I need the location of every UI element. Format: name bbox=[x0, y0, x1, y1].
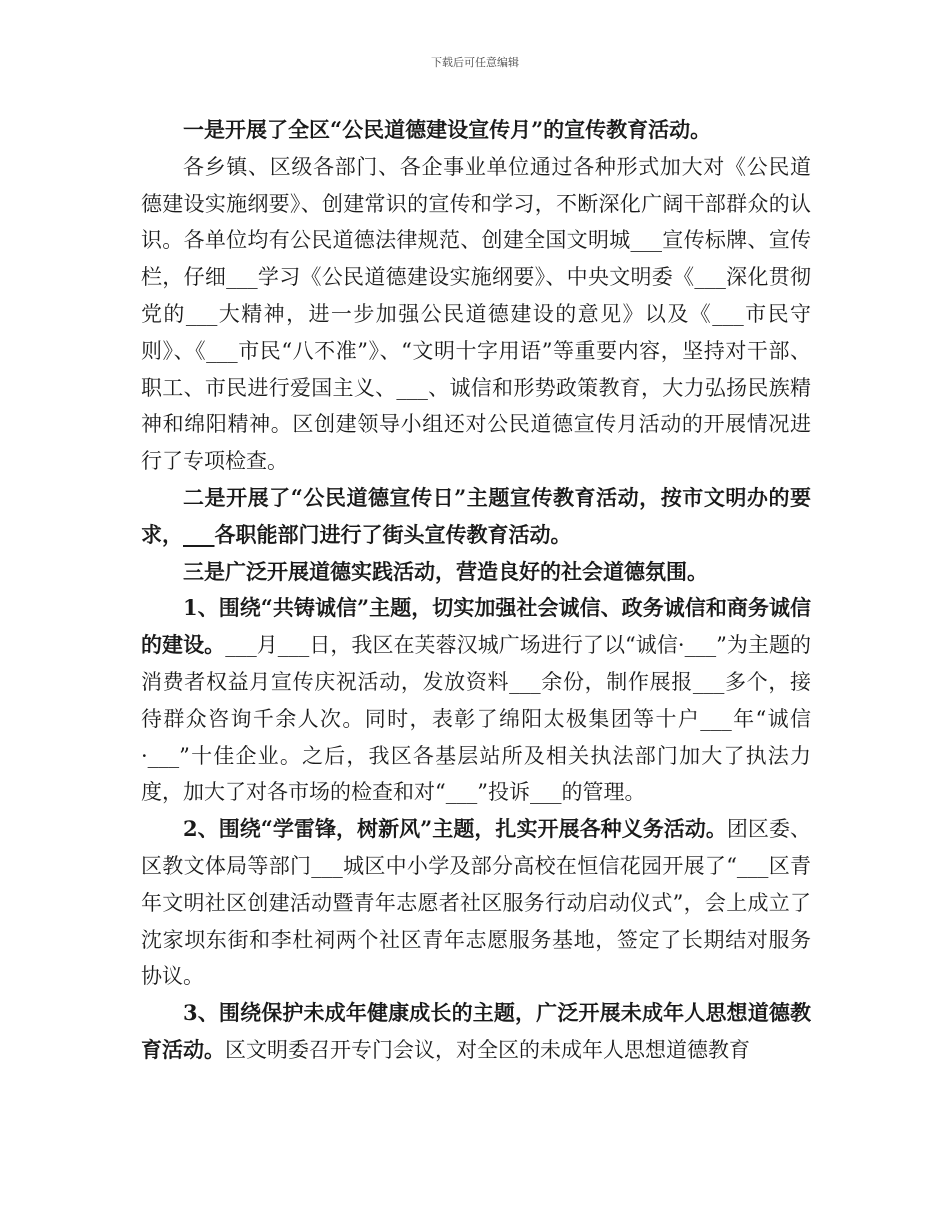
paragraph-5-heading: 1、围绕“共铸诚信”主题，切实加强社会诚信、政务诚信和商务诚信的建设。 bbox=[141, 595, 811, 658]
paragraph-6 bbox=[141, 811, 811, 995]
paragraph-7-heading: 3、围绕保护未成年健康成长的主题，广泛开展未成年人思想道德教育活动。 bbox=[141, 1000, 811, 1062]
document-body bbox=[141, 112, 811, 1069]
paragraph-2-text: 各乡镇、区级各部门、各企事业单位通过各种形式加大对《公民道德建设实施纲要》、创建常识的宣传和学习，不断深化广阔干部群众的认识。各单位均有公民道德法律规范、创建全国文明城___宣传标牌、宣传栏，仔细___学习《公民道德建设实施纲要》、中央文明委《___深化贯彻党的___大精神，进一步加强公民道德建设的意见》以及《___市民守则》、《___市民“八不准”》、“文明十字用语”等重要内容，坚持对干部、职工、市民进行爱国主义、___、诚信和形势政策教育，大力弘扬民族精神和绵阳精神。区创建领导小组还对公民道德宣传月活动的开展情况进行了专项检查。 bbox=[141, 154, 811, 474]
paragraph-3-heading: 二是开展了“公民道德宣传日”主题宣传教育活动，按市文明办的要求，___各职能部门进行了街头宣传教育活动。 bbox=[141, 484, 811, 547]
paragraph-3 bbox=[141, 480, 811, 554]
paragraph-5-text: ___月___日，我区在芙蓉汉城广场进行了以“诚信·___”为主题的消费者权益月宣传庆祝活动，发放资料___余份，制作展报___多个，接待群众咨询千余人次。同时，表彰了绵阳太极集团等十户___年“诚信·___”十佳企业。之后，我区各基层站所及相关执法部门加大了执法力度，加大了对各市场的检查和对“___”投诉___的管理。 bbox=[141, 633, 811, 805]
paragraph-7 bbox=[141, 995, 811, 1069]
paragraph-7-text: 区文明委召开专门会议，对全区的未成年人思想道德教育 bbox=[225, 1037, 750, 1062]
paragraph-4 bbox=[141, 554, 811, 591]
paragraph-4-heading: 三是广泛开展道德实践活动，营造良好的社会道德氛围。 bbox=[183, 558, 708, 584]
page-header: 下载后可任意编辑 bbox=[431, 56, 519, 69]
paragraph-5 bbox=[141, 590, 811, 811]
paragraph-1 bbox=[141, 112, 811, 149]
paragraph-2 bbox=[141, 149, 811, 480]
paragraph-6-heading: 2、围绕“学雷锋，树新风”主题，扎实开展各种义务活动。 bbox=[183, 816, 727, 842]
paragraph-6-text: 团区委、区教文体局等部门___城区中小学及部分高校在恒信花园开展了“___区青年文明社区创建活动暨青年志愿者社区服务行动启动仪式”，会上成立了沈家坝东街和李杜祠两个社区青年志愿服务基地，签定了长期结对服务协议。 bbox=[141, 817, 811, 989]
paragraph-1-heading: 一是开展了全区“公民道德建设宣传月”的宣传教育活动。 bbox=[183, 117, 712, 142]
